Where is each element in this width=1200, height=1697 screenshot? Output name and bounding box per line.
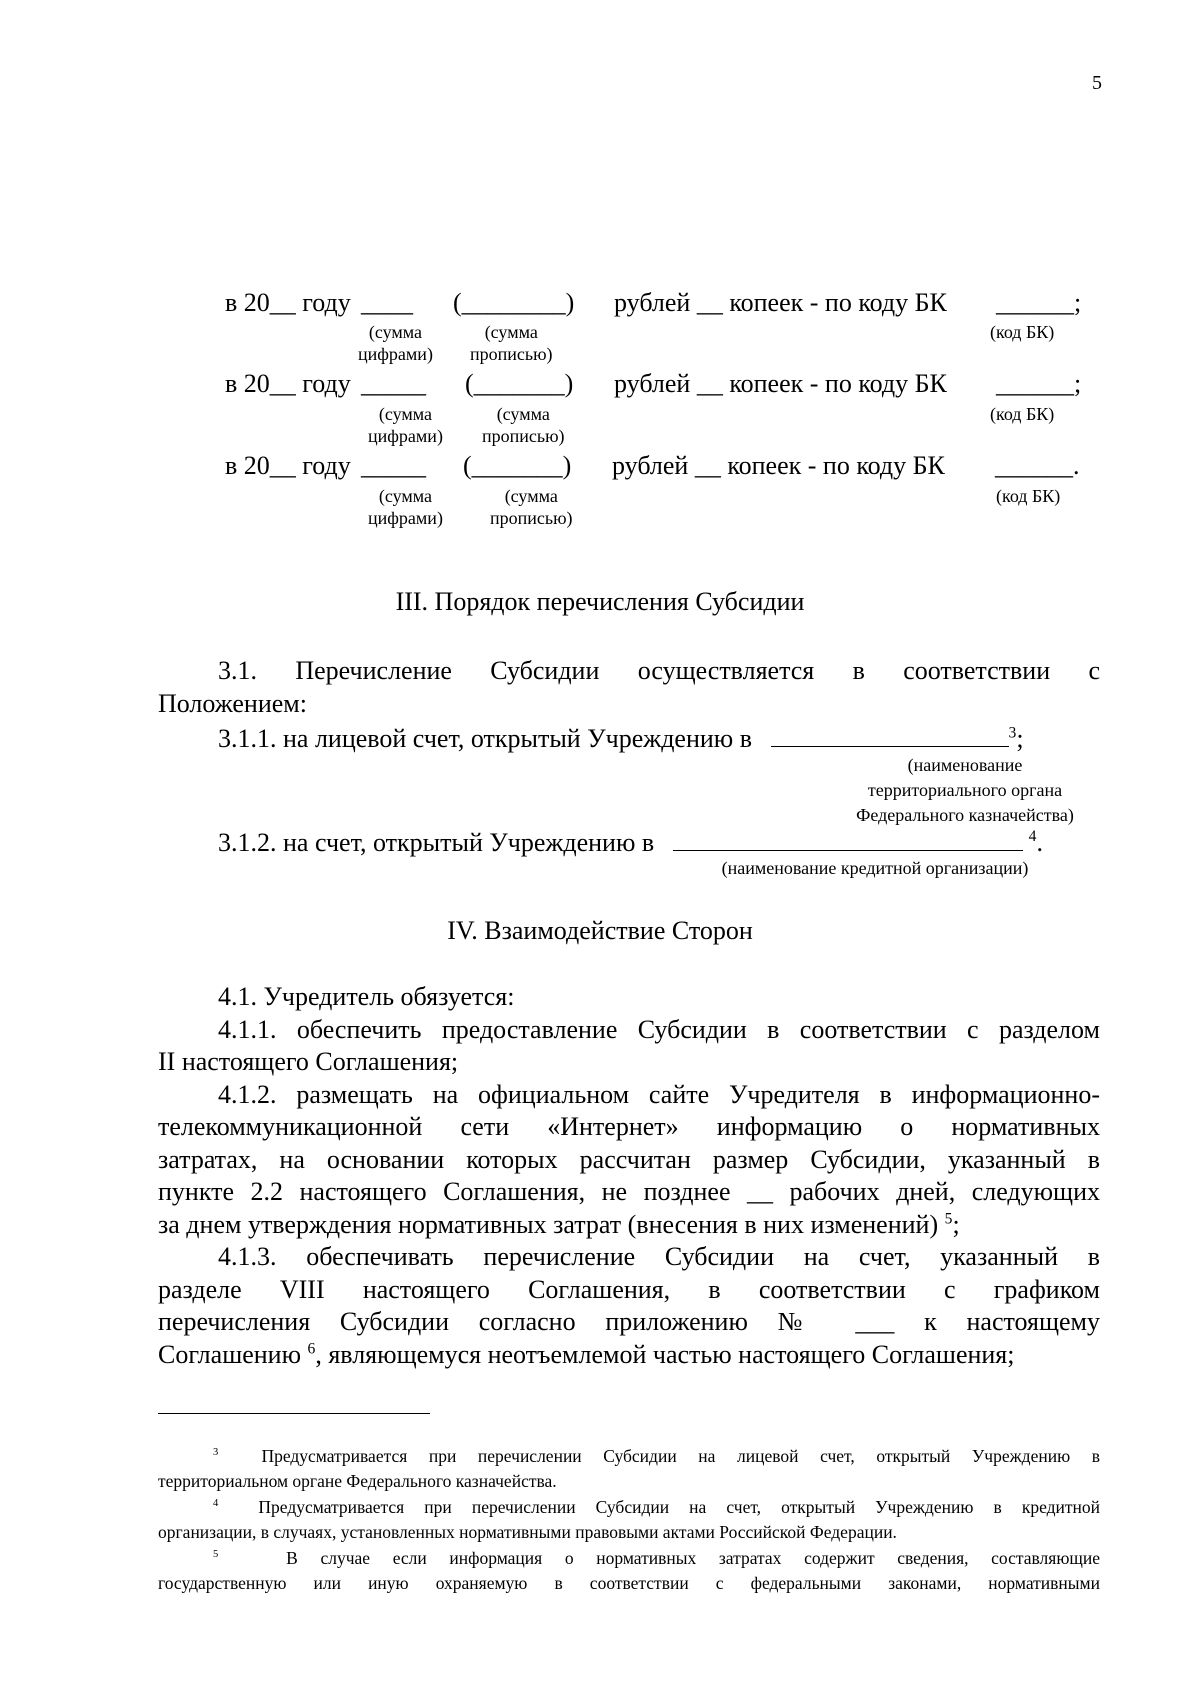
budget-line-2 — [225, 369, 1100, 399]
caption-bk-code: (код БК) — [990, 322, 1055, 342]
caption-text: (наименование территориального органа Федерального казначейства) — [856, 755, 1074, 825]
caption-text: (сумма прописью) — [490, 486, 573, 528]
footnote-5-line-2: государственную или иную охраняемую в соответствии с федеральными законами, нормативными — [158, 1573, 1100, 1593]
sum-digits-blank: _____ — [361, 369, 426, 398]
footnote-5-line-1 — [158, 1546, 1100, 1571]
punctuation: ; — [952, 1209, 960, 1239]
footnote-5 — [158, 1546, 1100, 1596]
clause-3-1-1 — [218, 722, 1024, 754]
clause-4-1-2-line-5-text: за днем утверждения нормативных затрат (внесения в них изменений) — [158, 1209, 939, 1239]
caption-bk-code: (код БК) — [996, 486, 1061, 506]
clause-3-1-line-1: 3.1. Перечисление Субсидии осуществляется в соответствии с — [218, 656, 1100, 685]
footnote-ref-5: 5 — [944, 1209, 953, 1227]
caption-text: (сумма прописью) — [470, 322, 553, 364]
footnote-separator — [158, 1413, 430, 1414]
clause-4-1-1-line-1: 4.1.1. обеспечить предоставление Субсидии в соответствии с разделом — [218, 1014, 1100, 1044]
punctuation: ; — [1016, 724, 1024, 753]
caption-territorial-body — [835, 753, 1095, 828]
caption-credit-org: (наименование кредитной организации) — [721, 858, 1029, 878]
sum-digits-blank: ____ — [361, 288, 413, 317]
clause-4-1-2-line-2: телекоммуникационной сети «Интернет» информацию о нормативных — [158, 1112, 1100, 1141]
caption-sum-words — [470, 321, 553, 365]
footnote-text: Предусматривается при перечислении Субсидии на лицевой счет, открытый Учреждению в — [261, 1446, 1101, 1466]
clause-3-1 — [158, 655, 1100, 720]
clause-4-1-2-line-3: затратах, на основании которых рассчитан размер Субсидии, указанный в — [158, 1144, 1100, 1174]
clause-4-1-1-line-2: II настоящего Соглашения; — [158, 1047, 459, 1076]
clause-4-1-3-line-3: перечисления Субсидии согласно приложению № ___ к настоящему — [158, 1307, 1100, 1336]
clause-3-1-line-2: Положением: — [158, 688, 307, 718]
year-label: в 20__ году — [225, 369, 351, 398]
footnote-4-line-1 — [158, 1495, 1100, 1520]
clause-4-1-2-line-5 — [158, 1209, 1100, 1242]
clause-3-1-2-text: 3.1.2. на счет, открытый Учреждению в — [218, 828, 655, 857]
caption-text: (сумма цифрами) — [358, 322, 433, 364]
footnote-ref-4: 4 — [1028, 828, 1037, 846]
clause-4-1-line: 4.1. Учредитель обязуется: — [218, 982, 515, 1011]
year-label: в 20__ году — [225, 451, 351, 480]
caption-bk-code: (код БК) — [990, 404, 1055, 424]
clause-3-1-2 — [218, 826, 1043, 858]
bk-code-blank: ______. — [995, 451, 1080, 480]
clause-3-1-1-text: 3.1.1. на лицевой счет, открытый Учреждению в — [218, 724, 753, 753]
section-4-heading: IV. Взаимодействие Сторон — [447, 916, 753, 945]
bk-code-blank: ______; — [996, 369, 1082, 398]
clause-4-1 — [158, 981, 1100, 1371]
caption-sum-digits — [368, 403, 443, 447]
section-3-heading: III. Порядок перечисления Субсидии — [395, 587, 805, 616]
budget-line-3 — [225, 451, 1100, 481]
clause-4-1-3-line-2: разделе VIII настоящего Соглашения, в соответствии с графиком — [158, 1274, 1100, 1304]
rub-kop-text: рублей __ копеек - по коду БК — [614, 369, 947, 398]
footnote-text: Предусматривается при перечислении Субсидии на счет, открытый Учреждению в кредитной — [258, 1497, 1101, 1517]
caption-text: (сумма цифрами) — [368, 486, 443, 528]
budget-line-1 — [225, 288, 1100, 318]
sum-words-blank: (_______) — [465, 369, 574, 398]
bk-code-blank: ______; — [996, 288, 1082, 317]
page-number: 5 — [1092, 72, 1102, 94]
caption-sum-digits — [368, 485, 443, 529]
footnote-text: В случае если информация о нормативных затратах содержит сведения, составляющие — [286, 1548, 1101, 1568]
footnote-3-line-1 — [158, 1444, 1100, 1469]
territorial-body-blank — [771, 722, 1009, 747]
sum-words-blank: (________) — [453, 288, 575, 317]
footnote-3-line-2: территориальном органе Федерального казначейства. — [158, 1471, 557, 1491]
credit-org-blank — [673, 826, 1023, 851]
rub-kop-text: рублей __ копеек - по коду БК — [614, 288, 947, 317]
footnote-number: 3 — [213, 1447, 219, 1459]
clause-4-1-2-line-1: 4.1.2. размещать на официальном сайте Учредителя в информационно- — [218, 1079, 1100, 1109]
caption-sum-words — [482, 403, 565, 447]
clause-4-1-3-line-4 — [158, 1339, 1100, 1372]
clause-4-1-3-line-4-text-a: Соглашению — [158, 1339, 302, 1369]
footnote-ref-3: 3 — [1008, 724, 1017, 742]
caption-sum-words — [490, 485, 573, 529]
year-label: в 20__ году — [225, 288, 351, 317]
footnote-4-line-2: организации, в случаях, установленных нормативными правовыми актами Российской Федерации. — [158, 1522, 897, 1542]
sum-words-blank: (_______) — [463, 451, 572, 480]
footnote-number: 5 — [213, 1549, 219, 1561]
footnote-3 — [158, 1444, 1100, 1494]
footnote-ref-6: 6 — [307, 1339, 316, 1357]
clause-4-1-3-line-1: 4.1.3. обеспечивать перечисление Субсидии на счет, указанный в — [218, 1242, 1100, 1271]
caption-text: (сумма цифрами) — [368, 404, 443, 446]
caption-sum-digits — [358, 321, 433, 365]
sum-digits-blank: _____ — [361, 451, 426, 480]
punctuation: . — [1036, 828, 1043, 857]
footnote-4 — [158, 1495, 1100, 1545]
clause-4-1-3-line-4-text-b: , являющемуся неотъемлемой частью настоящего Соглашения; — [315, 1339, 1015, 1369]
caption-text: (сумма прописью) — [482, 404, 565, 446]
footnote-number: 4 — [213, 1498, 219, 1510]
clause-4-1-2-line-4: пункте 2.2 настоящего Соглашения, не позднее __ рабочих дней, следующих — [158, 1177, 1100, 1206]
rub-kop-text: рублей __ копеек - по коду БК — [612, 451, 945, 480]
